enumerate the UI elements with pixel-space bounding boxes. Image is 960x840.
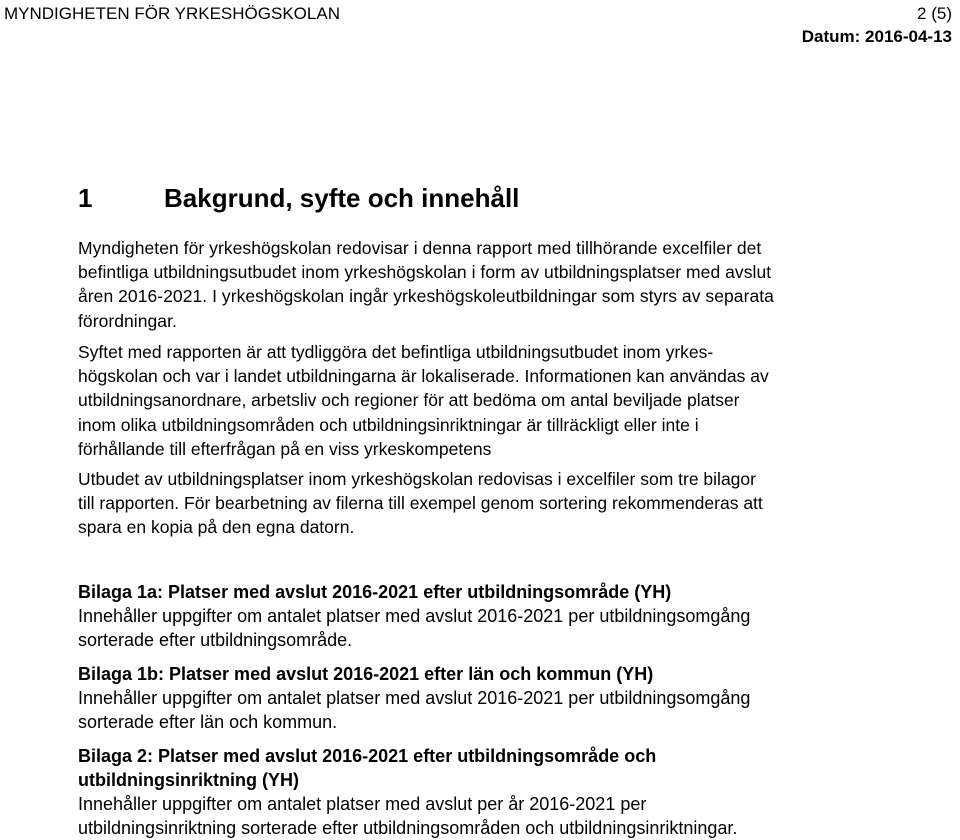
section-heading	[78, 182, 519, 214]
paragraph-line: till rapporten. För bearbetning av filerna till exempel genom sortering rekommenderas att	[78, 493, 763, 514]
date-value: 2016-04-13	[865, 27, 952, 46]
appendix-title: Bilaga 2: Platser med avslut 2016-2021 efter utbildningsområde och	[78, 746, 657, 766]
paragraph-line: förhållande till efterfrågan på en viss yrkeskompetens	[78, 438, 492, 459]
paragraph-intro	[78, 236, 922, 333]
section-number: 1	[78, 183, 93, 213]
paragraph-supply	[78, 467, 922, 540]
document-date	[802, 27, 952, 47]
appendix-description: Innehåller uppgifter om antalet platser med avslut per år 2016-2021 per	[78, 794, 647, 814]
paragraph-line: åren 2016-2021. I yrkeshögskolan ingår yrkeshögskoleutbildningar som styrs av separata	[78, 286, 774, 307]
paragraph-line: Myndigheten för yrkeshögskolan redovisar i denna rapport med tillhörande excelfiler det	[78, 238, 762, 258]
appendix-description: utbildningsinriktning sorterade efter utbildningsområden och utbildningsinriktningar.	[78, 818, 738, 838]
date-label: Datum:	[801, 27, 861, 46]
organization-name: MYNDIGHETEN FÖR YRKESHÖGSKOLAN	[4, 4, 340, 23]
appendix-title: utbildningsinriktning (YH)	[78, 770, 299, 790]
paragraph-line: utbildningsanordnare, arbetsliv och regioner för att bedöma om antal beviljade platser	[78, 390, 740, 411]
paragraph-line: inom olika utbildningsområden och utbildningsinriktningar är tillräckligt eller inte i	[78, 414, 699, 435]
appendix-description: Innehåller uppgifter om antalet platser med avslut 2016-2021 per utbildningsomgång	[78, 606, 751, 626]
paragraph-line: Syftet med rapporten är att tydliggöra det befintliga utbildningsutbudet inom yrkes-	[78, 342, 714, 362]
paragraph-line: spara en kopia på den egna datorn.	[78, 517, 355, 538]
appendix-description: Innehåller uppgifter om antalet platser med avslut 2016-2021 per utbildningsomgång	[78, 688, 751, 708]
appendix-1b	[78, 662, 938, 734]
paragraph-line: Utbudet av utbildningsplatser inom yrkeshögskolan redovisas i excelfiler som tre bilagor	[78, 469, 756, 489]
appendix-description: sorterade efter utbildningsområde.	[78, 630, 353, 650]
paragraph-purpose	[78, 340, 922, 461]
appendix-2	[78, 744, 938, 840]
page-number: 2 (5)	[917, 4, 952, 23]
appendix-1a	[78, 580, 938, 652]
appendix-title: Bilaga 1a: Platser med avslut 2016-2021 efter utbildningsområde (YH)	[78, 582, 672, 602]
appendix-title: Bilaga 1b: Platser med avslut 2016-2021 efter län och kommun (YH)	[78, 664, 654, 684]
section-title: Bakgrund, syfte och innehåll	[164, 183, 520, 213]
page-header-meta	[802, 4, 952, 47]
paragraph-line: förordningar.	[78, 310, 177, 331]
paragraph-line: högskolan och var i landet utbildningarna är lokaliserade. Informationen kan användas av	[78, 366, 769, 387]
appendix-description: sorterade efter län och kommun.	[78, 712, 338, 732]
paragraph-line: befintliga utbildningsutbudet inom yrkeshögskolan i form av utbildningsplatser med avslut	[78, 262, 772, 283]
